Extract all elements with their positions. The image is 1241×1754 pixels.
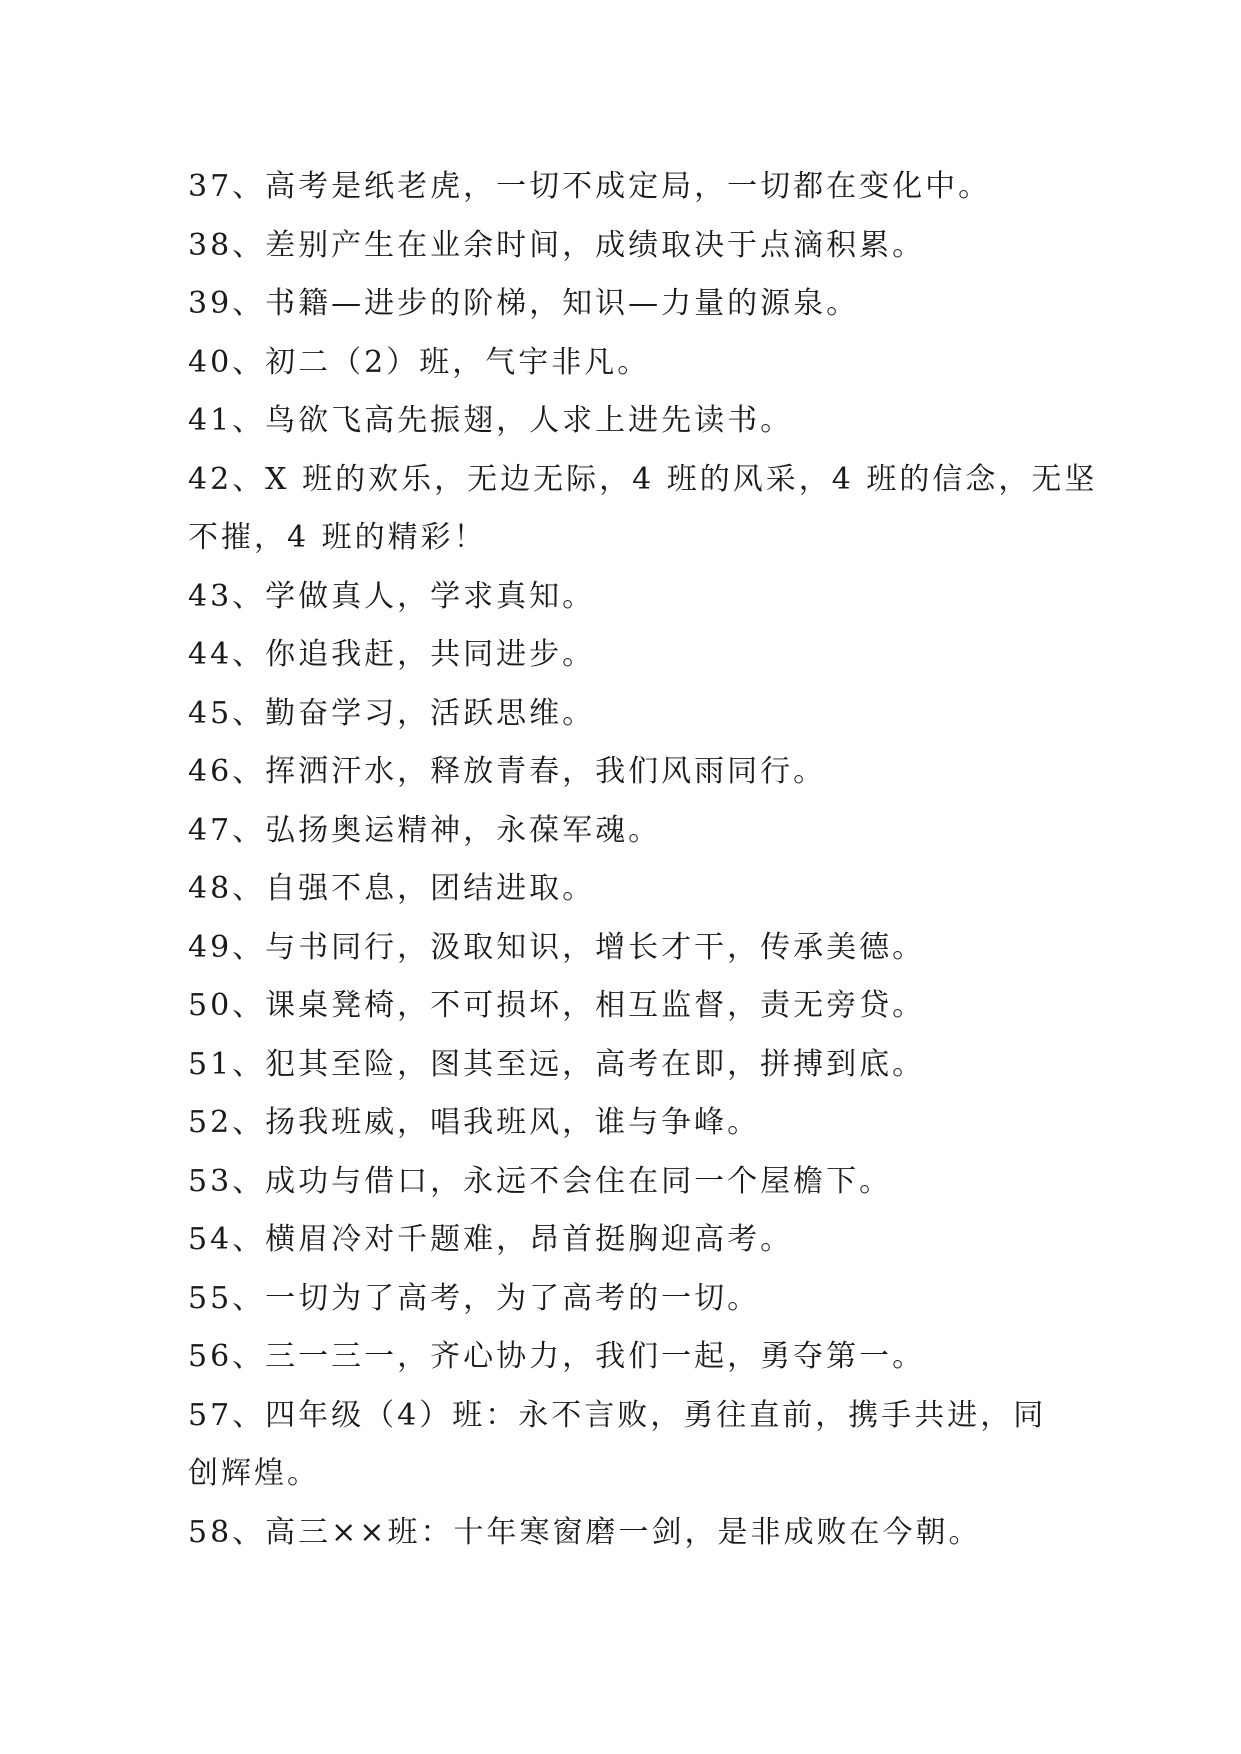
text-line-48: 48、自强不息，团结进取。 bbox=[188, 871, 596, 906]
text-line-45: 45、勤奋学习，活跃思维。 bbox=[188, 695, 596, 731]
text-line-58: 58、高三××班：十年寒窗磨一剑，是非成败在今朝。 bbox=[188, 1514, 982, 1550]
text-line-37: 37、高考是纸老虎，一切不成定局，一切都在变化中。 bbox=[188, 169, 992, 204]
text-line-44: 44、你追我赶，共同进步。 bbox=[188, 637, 596, 672]
text-line-41: 41、鸟欲飞高先振翅，人求上进先读书。 bbox=[188, 403, 794, 438]
text-line-54: 54、横眉冷对千题难，昂首挺胸迎高考。 bbox=[188, 1222, 794, 1257]
text-line-42: 42、X 班的欢乐，无边无际，4 班的风采，4 班的信念，无坚 bbox=[188, 461, 1098, 497]
text-line-39: 39、书籍—进步的阶梯，知识—力量的源泉。 bbox=[188, 286, 860, 321]
text-line-52: 52、扬我班威，唱我班风，谁与争峰。 bbox=[188, 1105, 761, 1140]
text-line-42-cont: 不摧，4 班的精彩！ bbox=[188, 520, 487, 555]
text-line-43: 43、学做真人，学求真知。 bbox=[188, 578, 596, 614]
text-line-50: 50、课桌凳椅，不可损坏，相互监督，责无旁贷。 bbox=[188, 988, 926, 1023]
text-line-40: 40、初二（2）班，气宇非凡。 bbox=[188, 344, 651, 380]
text-line-47: 47、弘扬奥运精神，永葆军魂。 bbox=[188, 812, 662, 848]
text-line-57: 57、四年级（4）班：永不言败，勇往直前，携手共进，同 bbox=[188, 1397, 1047, 1433]
text-line-49: 49、与书同行，汲取知识，增长才干，传承美德。 bbox=[188, 929, 926, 965]
slogan-list bbox=[188, 158, 1098, 1562]
text-line-46: 46、挥洒汗水，释放青春，我们风雨同行。 bbox=[188, 754, 827, 789]
text-line-51: 51、犯其至险，图其至远，高考在即，拼搏到底。 bbox=[188, 1046, 926, 1082]
text-line-55: 55、一切为了高考，为了高考的一切。 bbox=[188, 1280, 761, 1316]
text-line-38: 38、差别产生在业余时间，成绩取决于点滴积累。 bbox=[188, 227, 926, 263]
text-line-53: 53、成功与借口，永远不会住在同一个屋檐下。 bbox=[188, 1163, 893, 1199]
text-line-56: 56、三一三一，齐心协力，我们一起，勇夺第一。 bbox=[188, 1339, 926, 1374]
text-line-57-cont: 创辉煌。 bbox=[188, 1456, 320, 1491]
